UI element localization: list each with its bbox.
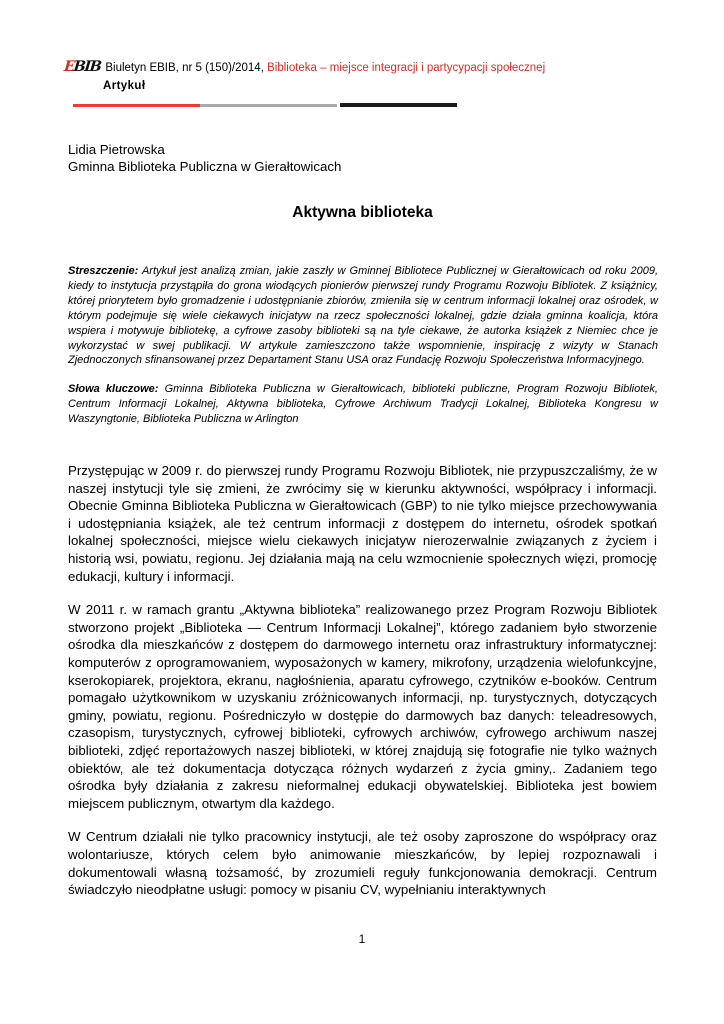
abstract-label: Streszczenie:	[68, 265, 139, 277]
abstract-text: Artykuł jest analizą zmian, jakie zaszły w Gminnej Bibliotece Publicznej w Gierałtowicach od roku 2009, kiedy to instytucja przystąpiła do grona wiodących pionierów pierwszej rundy Programu Rozwoju Bibliotek. Z książnicy, której priorytetem było gromadzenie i udostępnianie zbiorów, zmieniła się w centrum informacji lokalnej oraz ośrodek, w którym podejmuje się wiele ciekawych inicjatyw na rzecz społeczności lokalnej, gdzie działa gminna koalicja, która wspiera i motywuje bibliotekę, a cyfrowe zasoby biblioteki są na tyle ciekawe, że autorka książek z Niemiec chce je wykorzystać w swej publikacji. W artykule zamieszczono także wspomnienie, inspirację z wizyty w Stanach Zjednoczonych sfinansowanej przez Departament Stanu USA oraz Fundację Rozwoju Społeczeństwa Informacyjnego.	[68, 265, 658, 367]
section-label: Artykuł	[103, 80, 146, 92]
journal-header-row	[64, 60, 657, 75]
body-paragraph: Przystępując w 2009 r. do pierwszej rundy Programu Rozwoju Bibliotek, nie przypuszczaliśmy, że w naszej instytucji tyle się zmieni, że zwrócimy się w kierunku aktywności, współpracy i informacji. Obecnie Gminna Biblioteka Publiczna w Gierałtowicach (GBP) to nie tylko miejsce przechowywania i udostępniania książek, ale też centrum informacji z dostępem do internetu, ośrodek spotkań lokalnej społeczności, miejsce wielu ciekawych inicjatyw nierozerwalnie związanych z życiem i historią wsi, powiatu, regionu. Jej działania mają na celu wzmocnienie społecznych więzi, promocję edukacji, kultury i informacji.	[68, 463, 657, 584]
ebib-logo-e: E	[63, 58, 75, 75]
keywords	[0, 382, 724, 427]
body-paragraph: W 2011 r. w ramach grantu „Aktywna biblioteka” realizowanego przez Program Rozwoju Bibliotek stworzono projekt „Biblioteka — Centrum Informacji Lokalnej”, którego zadaniem było stworzenie ośrodka dla mieszkańców z dostępem do darmowego internetu oraz infrastruktury informatycznej: komputerów z oprogramowaniem, wyposażonych w kamery, mikrofony, urządzenia wielofunkcyjne, kserokopiarek, projektora, ekranu, nagłośnienia, aparatu cyfrowego, czytników e-booków. Centrum pomagało użytkownikom w uzyskaniu zróżnicowanych informacji, np. turystycznych, dotyczących gminy, powiatu, regionu. Pośredniczyło w dostępie do darmowych baz danych: teleadresowych, czasopism, turystycznych, cyfrowej biblioteki, cyfrowych archiwów, cyfrowego archiwum naszej biblioteki, zdjęć reportażowych naszej biblioteki, w której znajdują się fotografie nie tylko ważnych obiektów, ale też dokumentacja dotycząca różnych wydarzeń z życia gminy,. Zadaniem tego ośrodka były działania z zakresu nieformalnej edukacji obywatelskiej. Biblioteka jest bowiem miejscem publicznym, otwartym dla każdego.	[68, 602, 657, 811]
article-title: Aktywna biblioteka	[292, 204, 433, 221]
article-body	[0, 462, 724, 899]
keywords-text: Gminna Biblioteka Publiczna w Gierałtowicach, biblioteki publiczne, Program Rozwoju Bibliotek, Centrum Informacji Lokalnej, Aktywna biblioteka, Cyfrowe Archiwum Tradycji Lokalnej, Biblioteka Kongresu w Waszyngtonie, Biblioteka Publiczna w Arlington	[68, 383, 658, 426]
issue-theme: Biblioteka – miejsce integracji i partycypacji społecznej	[267, 62, 546, 74]
rule-segment-red	[73, 104, 200, 107]
issue-number: Biuletyn EBIB, nr 5 (150)/2014,	[105, 62, 268, 74]
keywords-label: Słowa kluczowe:	[68, 383, 159, 396]
body-paragraph: W Centrum działali nie tylko pracownicy instytucji, ale też osoby zaproszone do współpracy oraz wolontariusze, których celem było animowanie mieszkańców, by lepiej rozpoznawali i dokumentowali własną tożsamość, by zrozumieli reguły funkcjonowania demokracji. Centrum świadczyło nieodpłatne usługi: pomocy w pisaniu CV, wypełnianiu interaktywnych	[68, 829, 657, 898]
rule-segment-gray	[200, 104, 337, 107]
author-name: Lidia Pietrowska	[68, 142, 165, 157]
page-number: 1	[358, 932, 366, 946]
issue-info	[105, 61, 545, 75]
ebib-logo	[63, 60, 101, 74]
decorative-rule	[73, 103, 457, 107]
ebib-logo-bib: BIB	[72, 58, 102, 75]
journal-header	[0, 0, 724, 107]
author-affiliation: Gminna Biblioteka Publiczna w Gierałtowicach	[68, 159, 342, 174]
author-block	[0, 141, 724, 175]
rule-segment-black	[340, 103, 457, 107]
abstract	[0, 264, 724, 368]
